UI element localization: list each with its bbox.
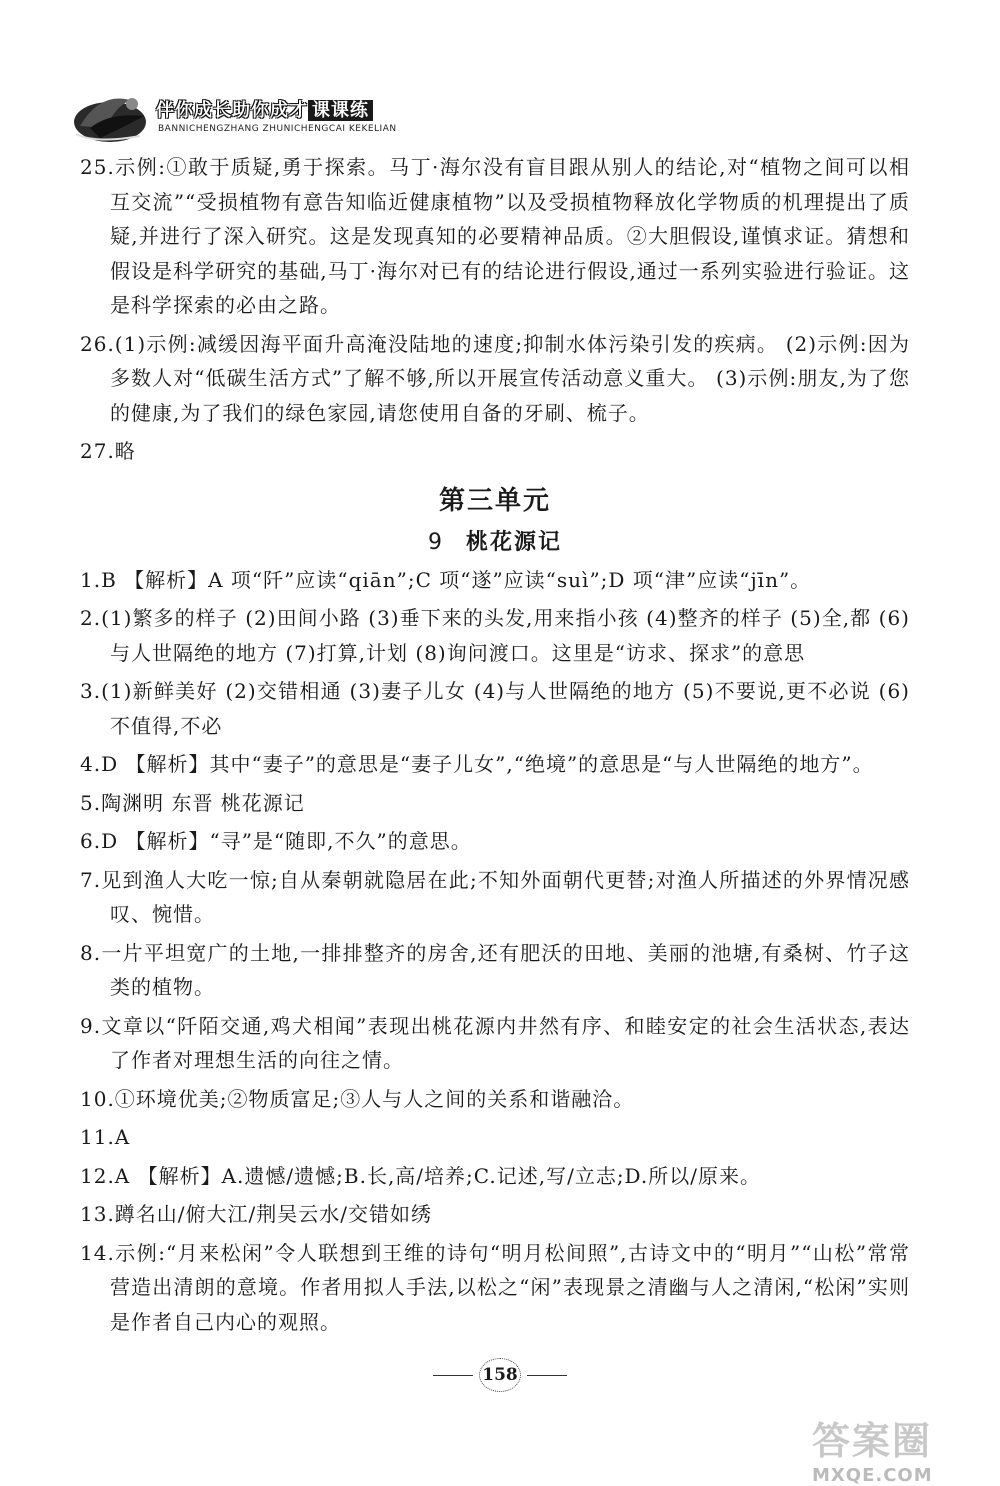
- answer-item-7: 7.见到渔人大吃一惊;自从秦朝就隐居在此;不知外面朝代更替;对渔人所描述的外界情况感叹、惋惜。: [80, 867, 910, 926]
- watermark: [812, 1410, 982, 1486]
- answer-item-27: 27.略: [80, 439, 136, 463]
- lesson-title: [80, 525, 910, 561]
- page-number: 158: [479, 1358, 521, 1392]
- answer-item-11: 11.A: [80, 1125, 131, 1149]
- slogan-pinyin: BANNICHENGZHANG ZHUNICHENGCAI KEKELIAN: [158, 124, 397, 134]
- page-footer: [0, 1355, 1000, 1395]
- answer-item-26: 26.(1)示例:减缓因海平面升高淹没陆地的速度;抑制水体污染引发的疾病。 (2)示例:因为多数人对“低碳生活方式”了解不够,所以开展宣传活动意义重大。 (3)示例:朋友,为了您的健康,为了我们的绿色家园,请您使用自备的牙刷、梳子。: [80, 331, 910, 425]
- footer-rule-right: [527, 1375, 567, 1376]
- answer-item-13: 13.蹲名山/俯大江/荆吴云水/交错如绣: [80, 1202, 433, 1226]
- answer-item-25: 25.示例:①敢于质疑,勇于探索。马丁·海尔没有盲目跟从别人的结论,对“植物之间可以相互交流”“受损植物有意告知临近健康植物”以及受损植物释放化学物质的机理提出了质疑,并进行了深入研究。这是发现真知的必要精神品质。②大胆假设,谨慎求证。猜想和假设是科学研究的基础,马丁·海尔对已有的结论进行假设,通过一系列实验进行验证。这是科学探索的必由之路。: [80, 155, 910, 317]
- answer-item-5: 5.陶渊明 东晋 桃花源记: [80, 790, 305, 815]
- series-logo-icon: [70, 82, 156, 148]
- watermark-text: 答案圈: [812, 1419, 933, 1463]
- answer-item-6: 6.D 【解析】“寻”是“随即,不久”的意思。: [80, 829, 472, 853]
- unit-title: 第三单元: [438, 485, 551, 516]
- answer-item-9: 9.文章以“阡陌交通,鸡犬相闻”表现出桃花源内井然有序、和睦安定的社会生活状态,表达了作者对理想生活的向往之情。: [80, 1013, 910, 1072]
- watermark-url: MXQE.COM: [812, 1465, 933, 1486]
- answer-item-8: 8.一片平坦宽广的土地,一排排整齐的房舍,还有肥沃的田地、美丽的池塘,有桑树、竹子这类的植物。: [80, 940, 910, 999]
- slogan-highlight: 课课练: [308, 100, 373, 121]
- answer-item-4: 4.D 【解析】其中“妻子”的意思是“妻子儿女”,“绝境”的意思是“与人世隔绝的地方”。: [80, 752, 874, 776]
- answer-item-10: 10.①环境优美;②物质富足;③人与人之间的关系和谐融洽。: [80, 1086, 635, 1111]
- answer-item-12: 12.A 【解析】A.遗憾/遗憾;B.长,高/培养;C.记述,写/立志;D.所以/原来。: [80, 1163, 761, 1188]
- answer-item-14: 14.示例:“月来松闲”令人联想到王维的诗句“明月松间照”,古诗文中的“明月”“山松”常常营造出清朗的意境。作者用拟人手法,以松之“闲”表现景之清幽与人之清闲,“松闲”实则是作者自己内心的观照。: [80, 1240, 910, 1334]
- lesson-name: 桃花源记: [465, 529, 562, 555]
- answer-item-2: 2.(1)繁多的样子 (2)田间小路 (3)垂下来的头发,用来指小孩 (4)整齐的样子 (5)全,都 (6)与人世隔绝的地方 (7)打算,计划 (8)询问渡口。这里是“访求、探求”的意思: [80, 606, 910, 665]
- answer-content: [80, 150, 910, 1343]
- page-header: [70, 78, 430, 150]
- answer-item-3: 3.(1)新鲜美好 (2)交错相通 (3)妻子儿女 (4)与人世隔绝的地方 (5)不要说,更不必说 (6)不值得,不必: [80, 679, 910, 738]
- series-slogan: [156, 96, 373, 122]
- footer-rule-left: [433, 1375, 473, 1376]
- slogan-text: 伴你成长助你成才: [156, 100, 308, 121]
- answer-item-1: 1.B 【解析】A 项“阡”应读“qiān”;C 项“遂”应读“suì”;D 项“津”应读“jīn”。: [80, 567, 812, 592]
- lesson-number: 9: [427, 529, 444, 555]
